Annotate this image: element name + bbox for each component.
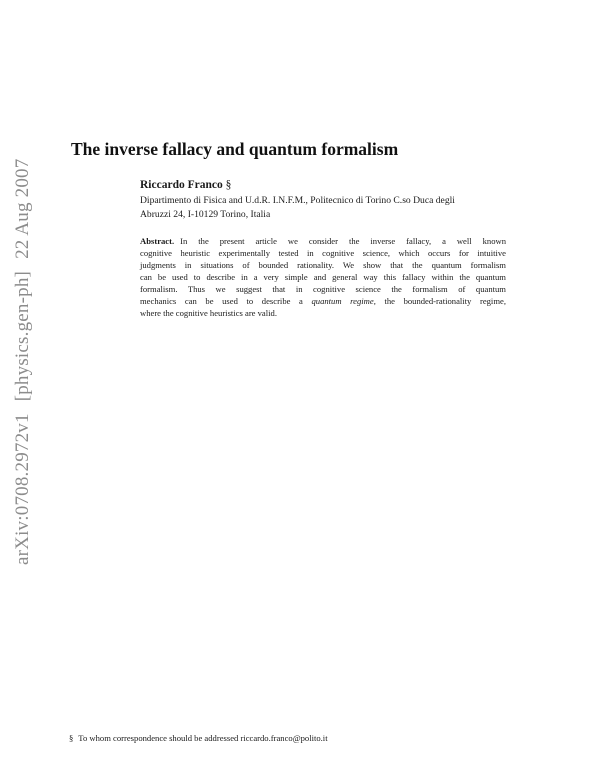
abstract-line (140, 235, 506, 247)
paper-title: The inverse fallacy and quantum formalism (71, 139, 399, 159)
footnote-text: To whom correspondence should be addressed riccardo.franco@polito.it (78, 733, 328, 743)
abstract-line: judgments in situations of bounded rationality. We show that the quantum formalism (140, 260, 506, 270)
arxiv-stamp (12, 159, 34, 565)
abstract-text: In the present article we consider the inverse fallacy, a well known (180, 236, 506, 246)
footnote-mark: § (225, 179, 232, 191)
abstract-line: cognitive heuristic experimentally tested in cognitive science, which occurs for intuitive (140, 248, 506, 258)
abstract-line (140, 295, 506, 307)
affiliation-line: Dipartimento di Fisica and U.d.R. I.N.F.M., Politecnico di Torino C.so Duca degli (140, 195, 455, 206)
arxiv-date: 22 Aug 2007 (12, 158, 33, 259)
author-name: Riccardo Franco (140, 179, 223, 191)
author-line (140, 179, 231, 191)
affiliation-line: Abruzzi 24, I-10129 Torino, Italia (140, 208, 271, 220)
abstract-text: , the bounded-rationality regime, (373, 296, 506, 306)
footnote-mark: § (69, 733, 74, 743)
abstract (140, 235, 506, 319)
abstract-emphasis: quantum regime (311, 296, 374, 306)
footnote (69, 733, 328, 743)
affiliation (140, 194, 520, 221)
arxiv-id: arXiv:0708.2972v1 (12, 413, 33, 565)
abstract-line: where the cognitive heuristics are valid. (140, 308, 277, 318)
abstract-line: formalism. Thus we suggest that in cognitive science the formalism of quantum (140, 284, 506, 294)
abstract-text: mechanics can be used to describe a (140, 296, 312, 306)
abstract-label: Abstract. (140, 236, 175, 246)
arxiv-category: [physics.gen-ph] (12, 270, 33, 402)
abstract-line: can be used to describe in a very simple and general way this fallacy within the quantum (140, 272, 506, 282)
